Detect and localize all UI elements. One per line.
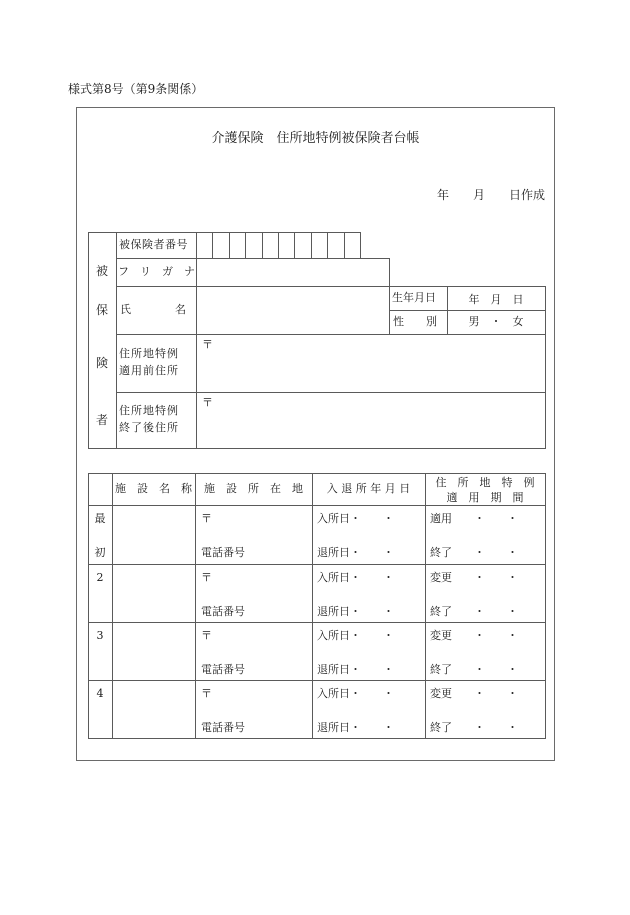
postal-mark: 〒: [202, 396, 213, 409]
period-end[interactable]: 終了 ・ ・: [430, 546, 518, 559]
row-label-top: 2: [96, 571, 104, 584]
row-label-bottom: 初: [94, 546, 106, 559]
phone-label: 電話番号: [201, 605, 245, 618]
furigana-field[interactable]: [196, 258, 389, 286]
postal-mark: 〒: [201, 687, 212, 700]
grid-line: [116, 232, 117, 449]
address-before-label-line2: 適用前住所: [119, 364, 179, 377]
number-box-line: [360, 232, 361, 259]
furigana-label: フ リ ガ ナ: [118, 265, 195, 278]
row-label-top: 最: [94, 512, 106, 525]
address-after-label-line2: 終了後住所: [119, 421, 179, 434]
side-label-char: 被: [95, 264, 108, 278]
row-label-top: 3: [96, 629, 104, 642]
postal-mark: 〒: [201, 571, 212, 584]
discharge-date[interactable]: 退所日・ ・: [317, 721, 394, 734]
period-end[interactable]: 終了 ・ ・: [430, 605, 518, 618]
address-after-label-line1: 住所地特例: [119, 404, 179, 417]
facility-address-header: 施 設 所 在 地: [204, 482, 303, 495]
postal-mark: 〒: [201, 512, 212, 525]
postal-mark: 〒: [201, 629, 212, 642]
admission-dates-header: 入 退 所 年 月 日: [326, 482, 411, 495]
facility-name-field[interactable]: [112, 622, 195, 680]
side-label-char: 険: [95, 356, 108, 370]
postal-mark: 〒: [202, 338, 213, 351]
address-before-field[interactable]: [196, 334, 545, 392]
grid-line: [88, 473, 546, 474]
period-start[interactable]: 変更 ・ ・: [430, 687, 518, 700]
grid-line: [425, 473, 426, 739]
grid-line: [545, 473, 546, 739]
admission-date[interactable]: 入所日・ ・: [317, 512, 394, 525]
grid-line: [389, 258, 390, 335]
name-label: 氏 名: [120, 303, 186, 316]
side-label-char: 保: [95, 303, 108, 317]
discharge-date[interactable]: 退所日・ ・: [317, 546, 394, 559]
facility-name-field[interactable]: [112, 680, 195, 738]
created-date-line: 年 月 日作成: [436, 188, 545, 202]
phone-label: 電話番号: [201, 546, 245, 559]
grid-line: [312, 473, 313, 739]
discharge-date[interactable]: 退所日・ ・: [317, 605, 394, 618]
admission-date[interactable]: 入所日・ ・: [317, 687, 394, 700]
period-start[interactable]: 変更 ・ ・: [430, 629, 518, 642]
phone-label: 電話番号: [201, 721, 245, 734]
birthdate-label: 生年月日: [392, 291, 436, 304]
form-number: 様式第8号（第9条関係）: [68, 82, 204, 96]
period-end[interactable]: 終了 ・ ・: [430, 721, 518, 734]
admission-date[interactable]: 入所日・ ・: [317, 571, 394, 584]
facility-name-field[interactable]: [112, 564, 195, 622]
sex-label: 性 別: [393, 315, 437, 328]
admission-date[interactable]: 入所日・ ・: [317, 629, 394, 642]
period-header-line1: 住 所 地 特 例: [435, 476, 535, 489]
form-title: 介護保険 住所地特例被保険者台帳: [211, 131, 420, 146]
period-header-line2: 適 用 期 間: [446, 491, 524, 504]
insured-number-field[interactable]: [196, 232, 360, 258]
sex-value[interactable]: 男 ・ 女: [468, 315, 524, 328]
grid-line: [389, 310, 545, 311]
grid-line: [88, 738, 546, 739]
side-label-char: 者: [95, 413, 108, 427]
address-after-field[interactable]: [196, 392, 545, 448]
facility-name-field[interactable]: [112, 505, 195, 564]
grid-line: [88, 448, 546, 449]
grid-line: [545, 286, 546, 449]
period-start[interactable]: 変更 ・ ・: [430, 571, 518, 584]
name-field[interactable]: [196, 286, 389, 334]
address-before-label-line1: 住所地特例: [119, 347, 179, 360]
row-label-top: 4: [96, 687, 104, 700]
discharge-date[interactable]: 退所日・ ・: [317, 663, 394, 676]
period-start[interactable]: 適用 ・ ・: [430, 512, 518, 525]
insured-number-label: 被保険者番号: [119, 238, 188, 251]
phone-label: 電話番号: [201, 663, 245, 676]
birthdate-value[interactable]: 年 月 日: [468, 293, 524, 306]
facility-name-header: 施 設 名 称: [115, 482, 192, 495]
period-end[interactable]: 終了 ・ ・: [430, 663, 518, 676]
